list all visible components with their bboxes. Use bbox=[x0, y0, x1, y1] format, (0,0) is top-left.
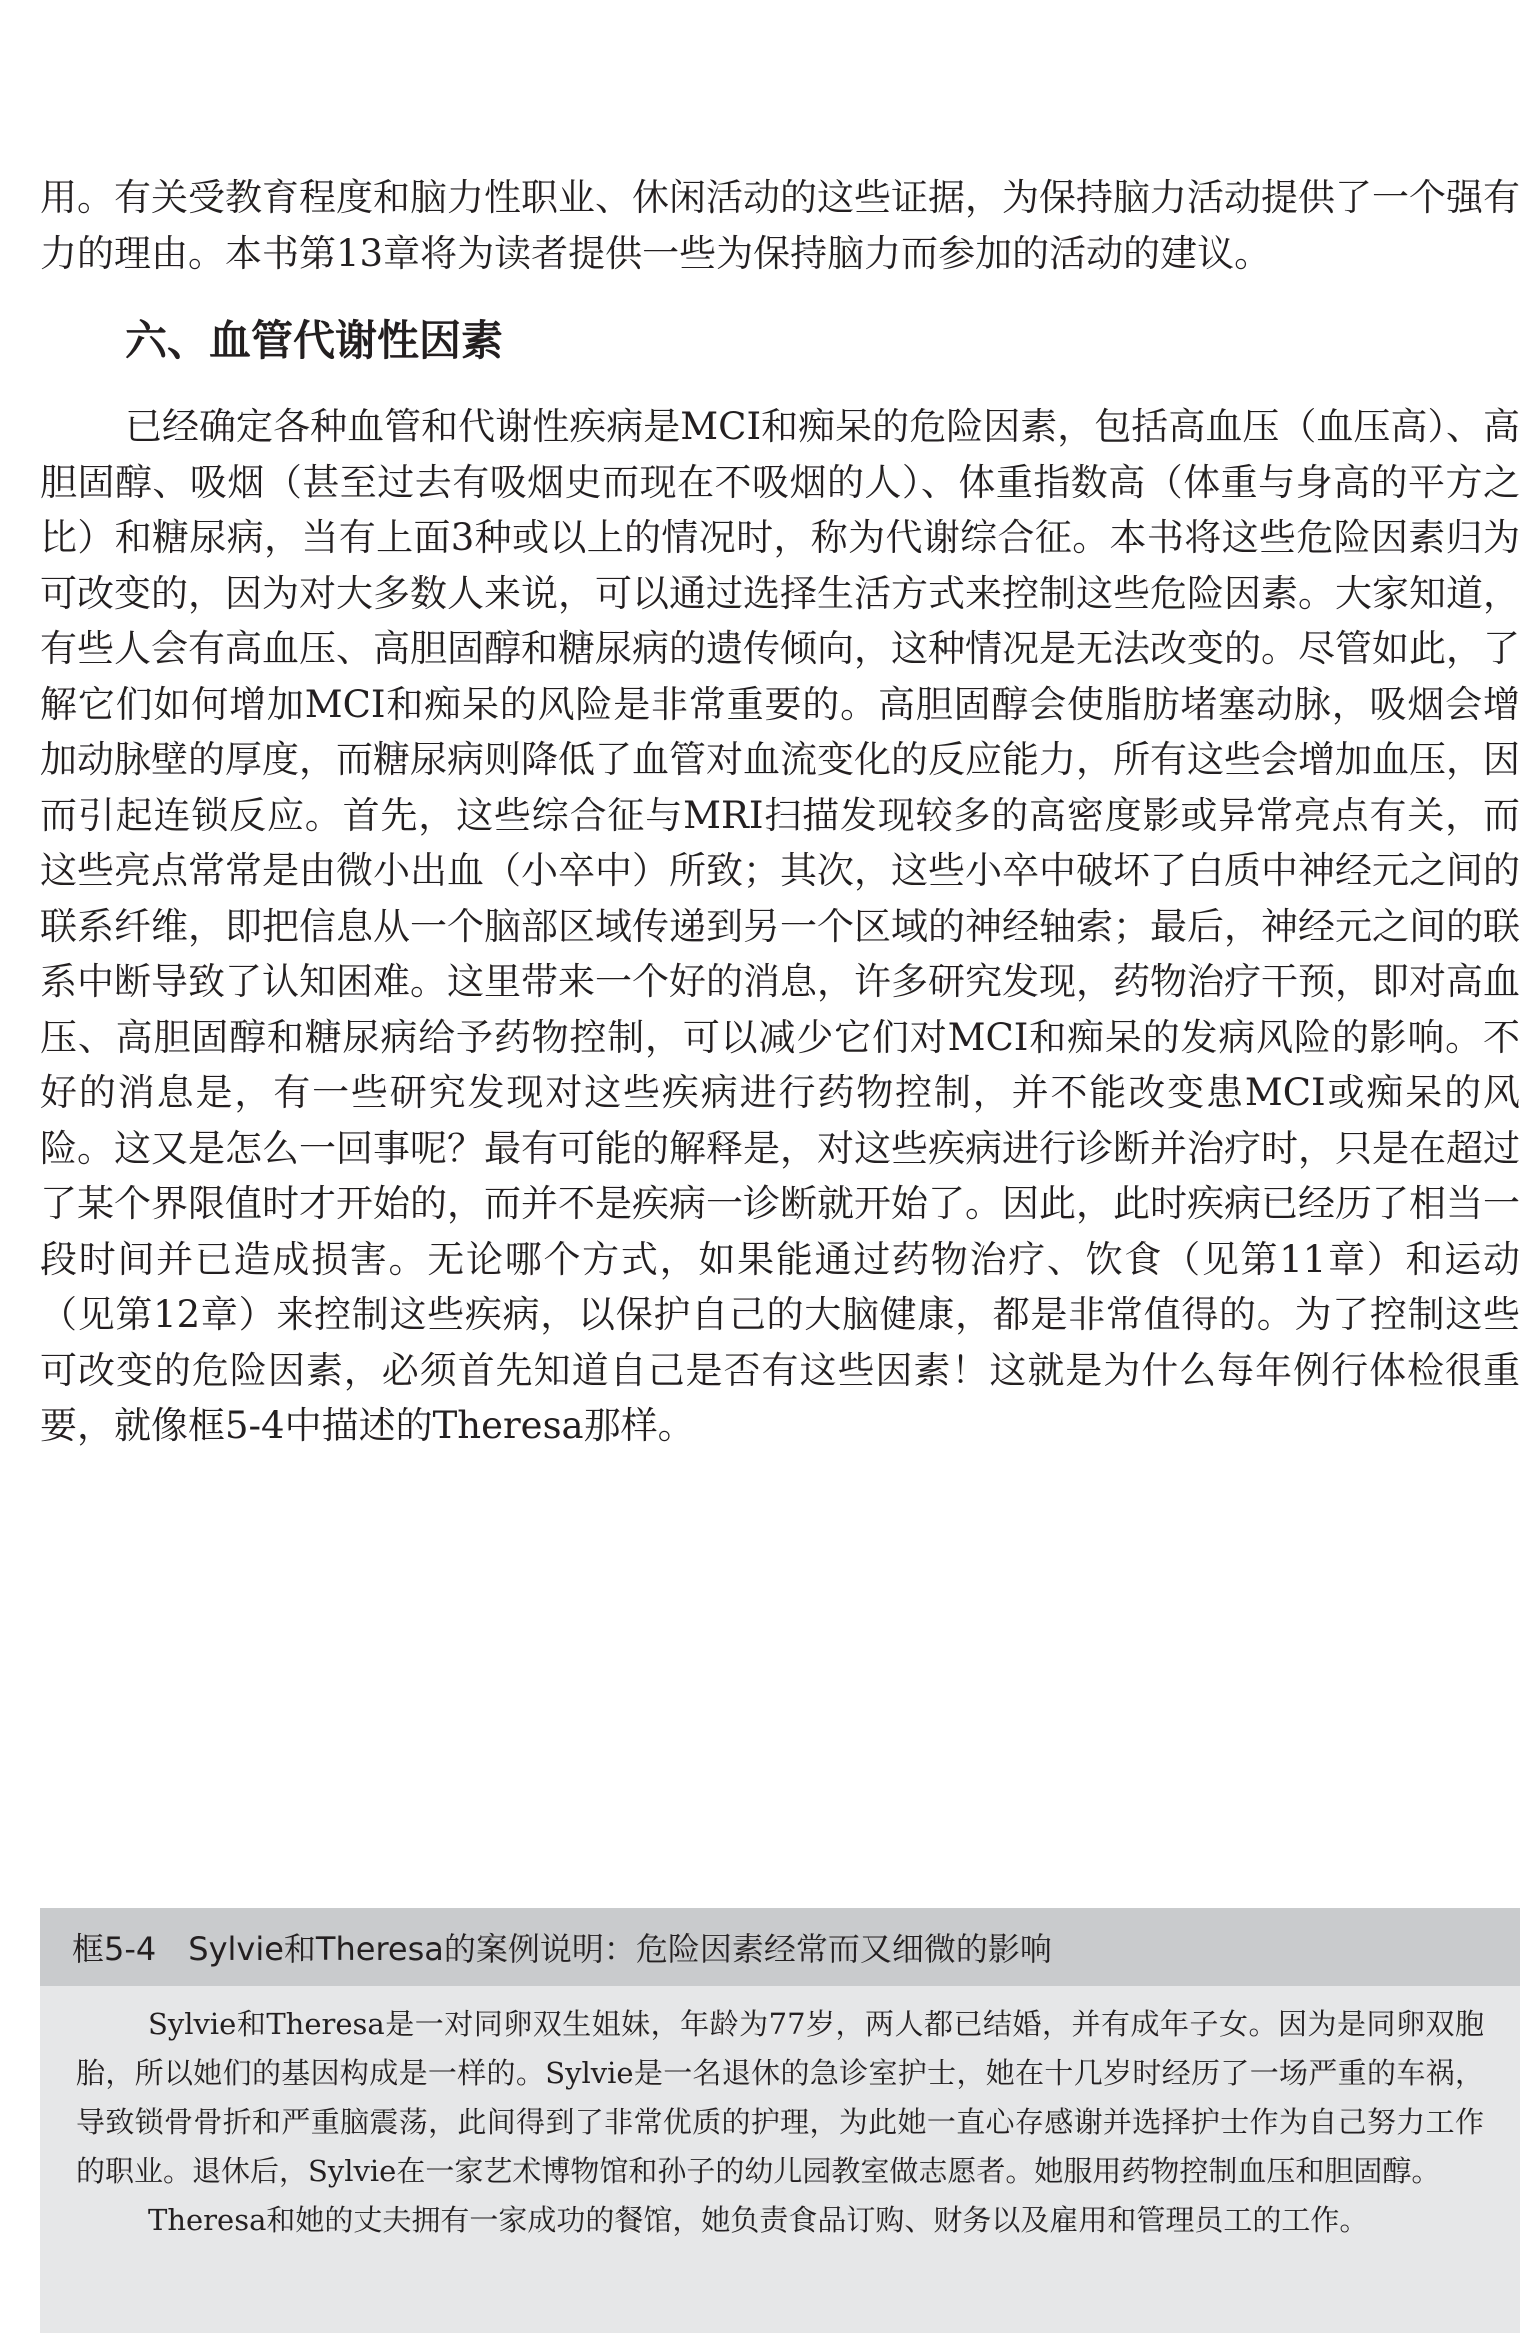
section-heading: 六、血管代谢性因素 bbox=[125, 316, 504, 365]
paragraph-intro: 用。有关受教育程度和脑力性职业、休闲活动的这些证据，为保持脑力活动提供了一个强有力的理由。本书第13章将为读者提供一些为保持脑力而参加的活动的建议。 bbox=[40, 176, 1520, 275]
sidebar-box bbox=[40, 1908, 1520, 2333]
paragraph-main: 已经确定各种血管和代谢性疾病是MCI和痴呆的危险因素，包括高血压（血压高）、高胆固醇、吸烟（甚至过去有吸烟史而现在不吸烟的人）、体重指数高（体重与身高的平方之比）和糖尿病，当有上面3种或以上的情况时，称为代谢综合征。本书将这些危险因素归为可改变的，因为对大多数人来说，可以通过选择生活方式来控制这些危险因素。大家知道，有些人会有高血压、高胆固醇和糖尿病的遗传倾向，这种情况是无法改变的。尽管如此，了解它们如何增加MCI和痴呆的风险是非常重要的。高胆固醇会使脂肪堵塞动脉，吸烟会增加动脉壁的厚度，而糖尿病则降低了血管对血流变化的反应能力，所有这些会增加血压，因而引起连锁反应。首先，这些综合征与MRI扫描发现较多的高密度影或异常亮点有关，而这些亮点常常是由微小出血（小卒中）所致；其次，这些小卒中破坏了白质中神经元之间的联系纤维，即把信息从一个脑部区域传递到另一个区域的神经轴索；最后，神经元之间的联系中断导致了认知困难。这里带来一个好的消息，许多研究发现，药物治疗干预，即对高血压、高胆固醇和糖尿病给予药物控制，可以减少它们对MCI和痴呆的发病风险的影响。不好的消息是，有一些研究发现对这些疾病进行药物控制，并不能改变患MCI或痴呆的风险。这又是怎么一回事呢？最有可能的解释是，对这些疾病进行诊断并治疗时，只是在超过了某个界限值时才开始的，而并不是疾病一诊断就开始了。因此，此时疾病已经历了相当一段时间并已造成损害。无论哪个方式，如果能通过药物治疗、饮食（见第11章）和运动（见第12章）来控制这些疾病，以保护自己的大脑健康，都是非常值得的。为了控制这些可改变的危险因素，必须首先知道自己是否有这些因素！这就是为什么每年例行体检很重要，就像框5-4中描述的Theresa那样。 bbox=[40, 405, 1520, 1447]
box-paragraph-2: Theresa和她的丈夫拥有一家成功的餐馆，她负责食品订购、财务以及雇用和管理员工的工作。 bbox=[148, 2203, 1369, 2237]
box-title: 框5-4 Sylvie和Theresa的案例说明：危险因素经常而又细微的影响 bbox=[40, 1908, 1520, 1986]
box-paragraph-1: Sylvie和Theresa是一对同卵双生姐妹，年龄为77岁，两人都已结婚，并有成年子女。因为是同卵双胞胎，所以她们的基因构成是一样的。Sylvie是一名退休的急诊室护士，她在十几岁时经历了一场严重的车祸，导致锁骨骨折和严重脑震荡，此间得到了非常优质的护理，为此她一直心存感谢并选择护士作为自己努力工作的职业。退休后，Sylvie在一家艺术博物馆和孙子的幼儿园教室做志愿者。她服用药物控制血压和胆固醇。 bbox=[76, 2007, 1484, 2188]
page-body bbox=[40, 170, 1520, 1454]
box-body bbox=[40, 1986, 1520, 2245]
